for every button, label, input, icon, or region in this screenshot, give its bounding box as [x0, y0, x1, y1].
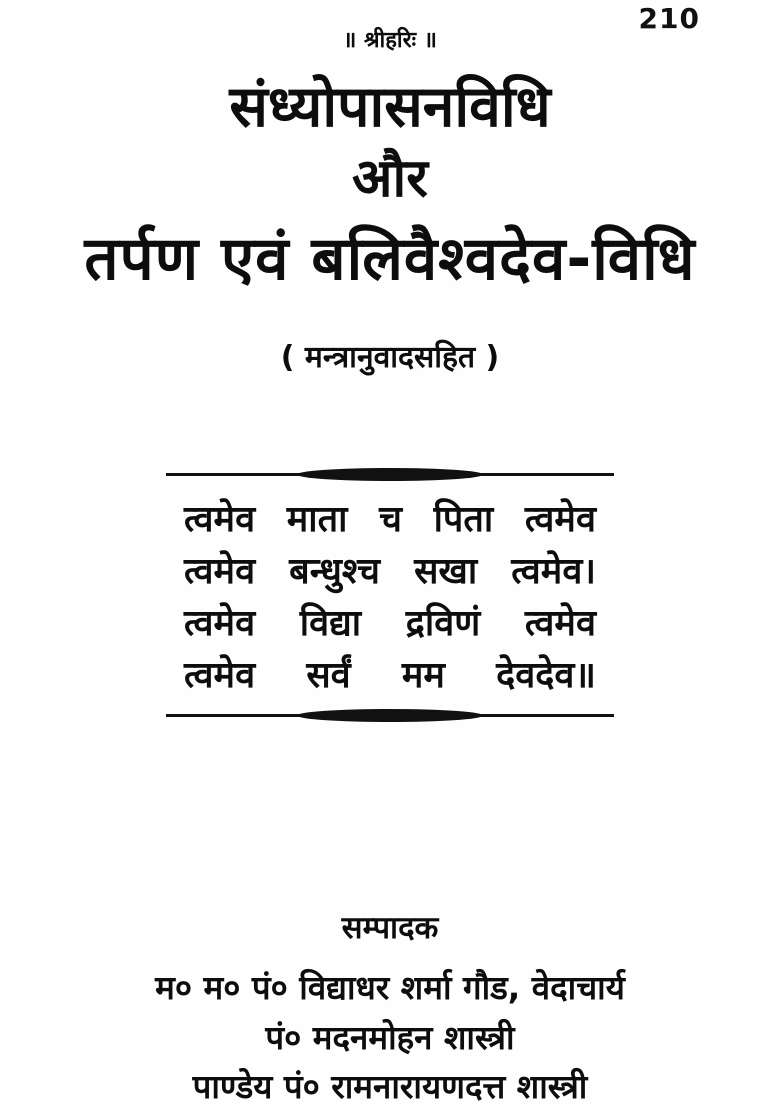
- editor-name-1: म० म० पं० विद्याधर शर्मा गौड, वेदाचार्य: [155, 968, 625, 1007]
- verse-word: त्वमेव: [524, 603, 596, 644]
- editor-name-2: पं० मदनमोहन शास्त्री: [265, 1018, 515, 1057]
- editors-heading: सम्पादक: [341, 910, 439, 946]
- verse-word: सखा: [414, 551, 478, 592]
- page-number: 210: [638, 2, 700, 35]
- verse-word: द्रविणं: [405, 603, 481, 644]
- rule-lens-ornament: [297, 468, 483, 481]
- verse-word: त्वमेव: [524, 499, 596, 540]
- sanskrit-verse: [184, 494, 596, 702]
- verse-line-4: [184, 650, 596, 702]
- verse-word: मम: [401, 655, 445, 696]
- verse-word: त्वमेव: [184, 603, 256, 644]
- invocation-text: ॥ श्रीहरिः ॥: [343, 28, 437, 53]
- verse-line-1: [184, 494, 596, 546]
- verse-word: विद्या: [299, 603, 362, 644]
- verse-word: त्वमेव: [184, 499, 256, 540]
- verse-word: देवदेव॥: [496, 655, 596, 696]
- verse-word: त्वमेव।: [511, 551, 596, 592]
- subtitle: ( मन्त्रानुवादसहित ): [280, 340, 500, 375]
- verse-word: त्वमेव: [184, 655, 256, 696]
- decorative-rule-top: [166, 467, 614, 482]
- verse-line-2: [184, 546, 596, 598]
- editor-name-3: पाण्डेय पं० रामनारायणदत्त शास्त्री: [192, 1067, 588, 1106]
- rule-lens-ornament: [297, 709, 483, 722]
- decorative-rule-bottom: [166, 708, 614, 723]
- verse-line-3: [184, 598, 596, 650]
- verse-word: त्वमेव: [184, 551, 256, 592]
- verse-word: माता: [286, 499, 348, 540]
- verse-word: सर्वं: [306, 655, 351, 696]
- title-conjunction: और: [352, 148, 428, 209]
- verse-word: बन्धुश्च: [289, 551, 380, 592]
- main-title: संध्योपासनविधि: [229, 74, 551, 140]
- secondary-title: तर्पण एवं बलिवैश्वदेव-विधि: [84, 224, 696, 294]
- verse-word: पिता: [433, 499, 494, 540]
- verse-word: च: [379, 499, 402, 540]
